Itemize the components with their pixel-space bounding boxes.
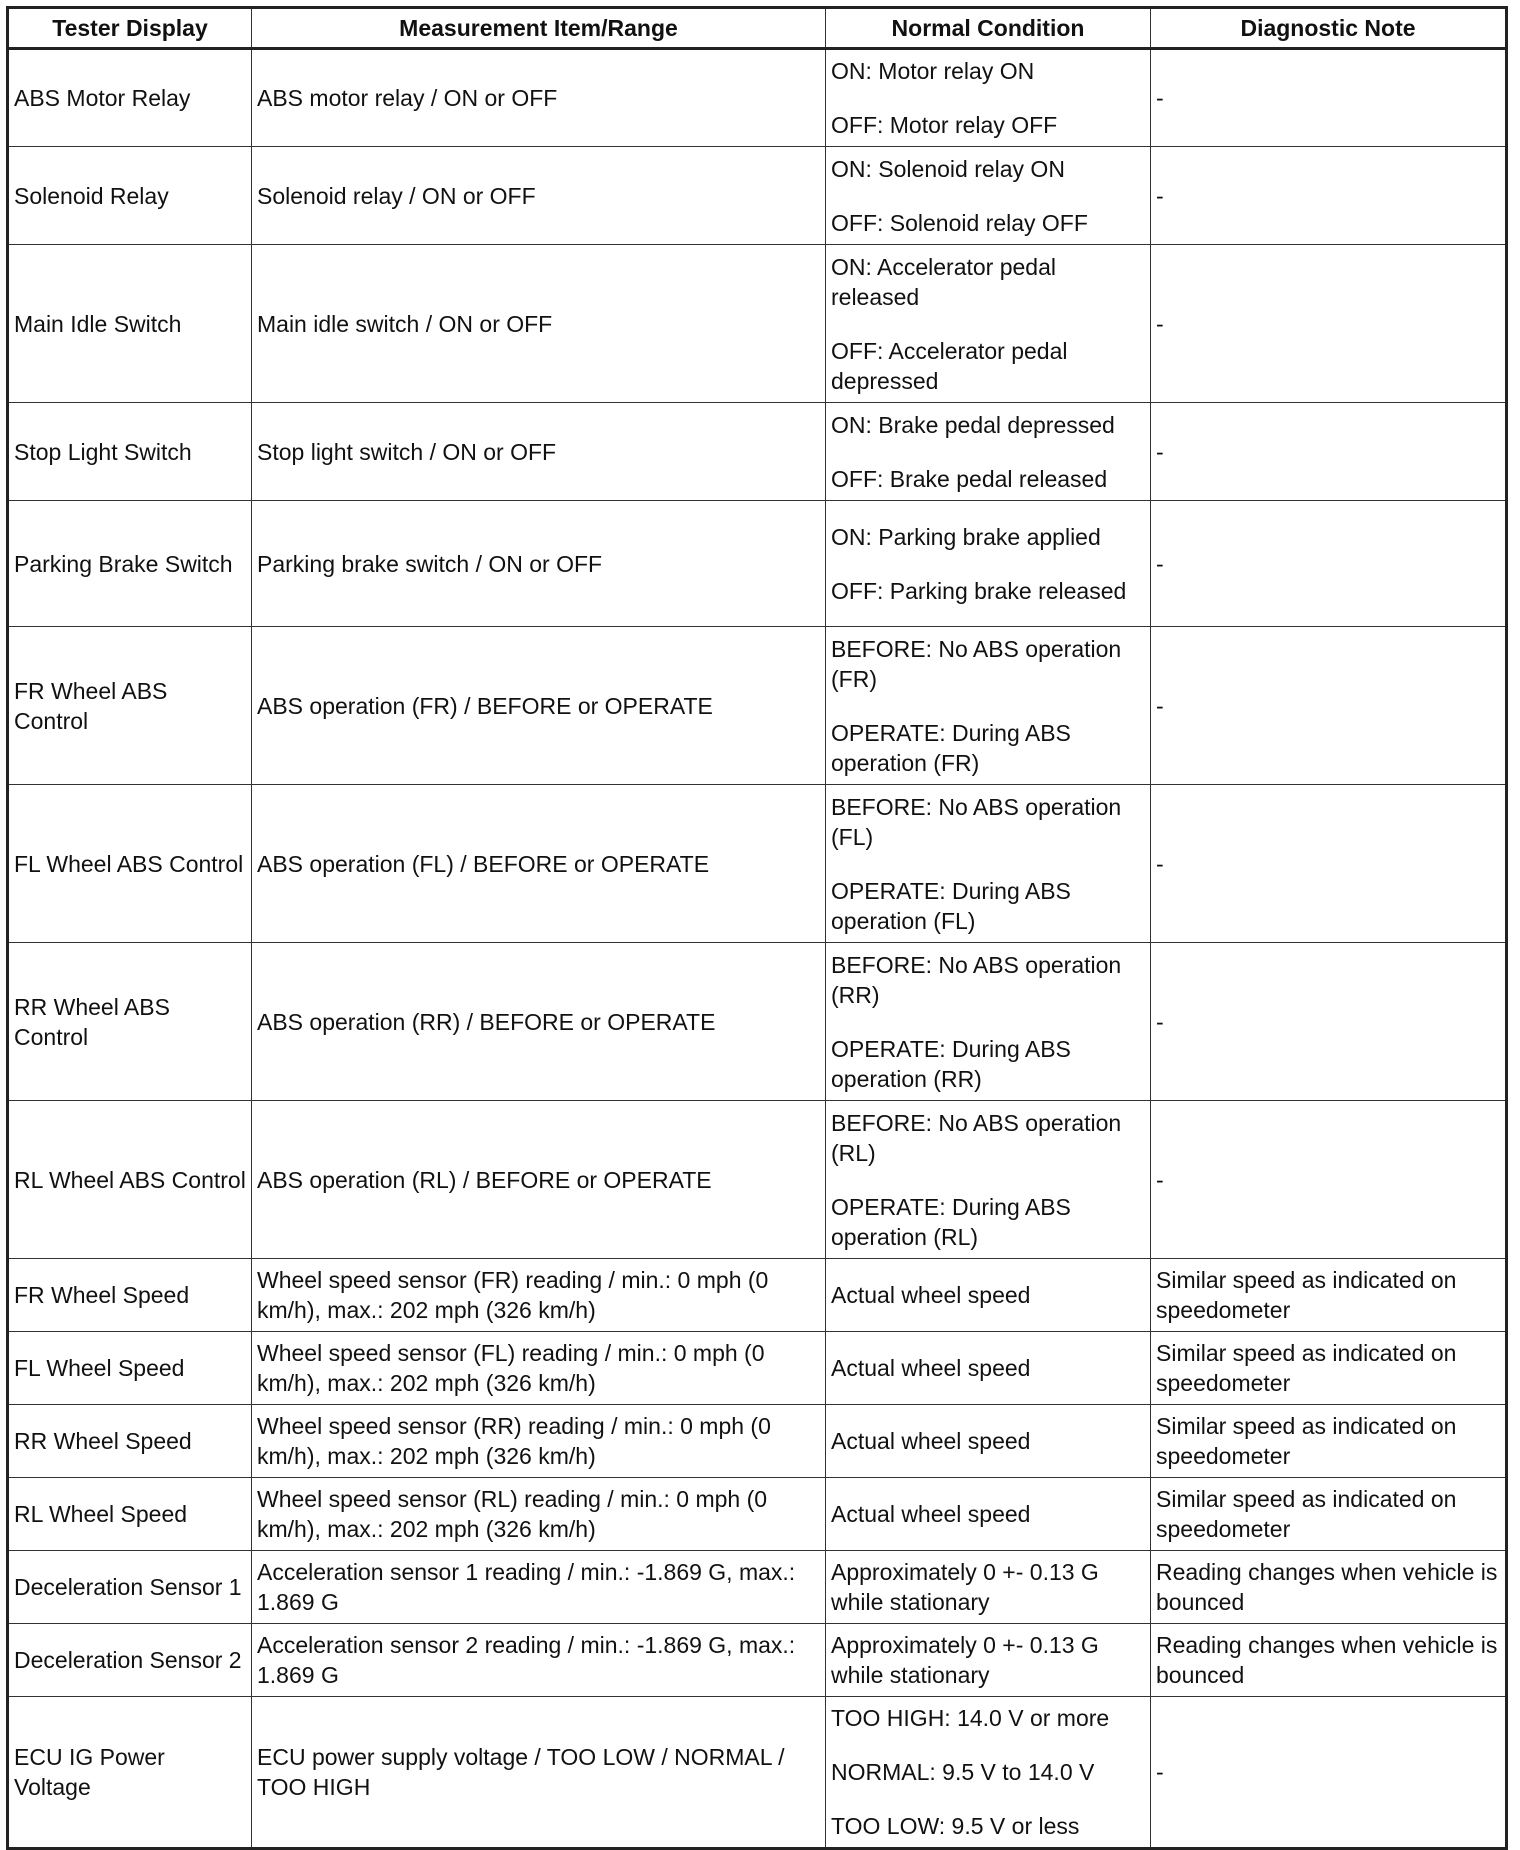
cell-measurement-item: ABS operation (FL) / BEFORE or OPERATE	[252, 785, 826, 943]
cell-normal-condition	[826, 403, 1151, 501]
cell-measurement-item: Acceleration sensor 1 reading / min.: -1.869 G, max.: 1.869 G	[252, 1551, 826, 1624]
cell-diagnostic-note: -	[1151, 501, 1507, 627]
condition-line: OFF: Motor relay OFF	[831, 112, 1058, 138]
condition-line: Approximately 0 +- 0.13 G while stationary	[831, 1559, 1099, 1615]
cell-normal-condition	[826, 147, 1151, 245]
table-row	[8, 1259, 1507, 1332]
cell-diagnostic-note: Reading changes when vehicle is bounced	[1151, 1551, 1507, 1624]
cell-diagnostic-note: Similar speed as indicated on speedometer	[1151, 1478, 1507, 1551]
condition-line: OFF: Solenoid relay OFF	[831, 209, 1088, 236]
condition-line: TOO LOW: 9.5 V or less	[831, 1813, 1080, 1839]
condition-line: OPERATE: During ABS operation (FL)	[831, 877, 1071, 934]
cell-tester-display: Deceleration Sensor 2	[8, 1624, 252, 1697]
cell-diagnostic-note: Similar speed as indicated on speedometer	[1151, 1332, 1507, 1405]
table-row	[8, 1101, 1507, 1259]
cell-diagnostic-note: -	[1151, 245, 1507, 403]
cell-normal-condition	[826, 1697, 1151, 1849]
cell-normal-condition	[826, 1332, 1151, 1405]
cell-measurement-item: Solenoid relay / ON or OFF	[252, 147, 826, 245]
condition-line: Actual wheel speed	[831, 1501, 1031, 1527]
cell-tester-display: RR Wheel ABS Control	[8, 943, 252, 1101]
cell-diagnostic-note: -	[1151, 627, 1507, 785]
cell-tester-display: RL Wheel ABS Control	[8, 1101, 252, 1259]
condition-line: OPERATE: During ABS operation (RL)	[831, 1193, 1071, 1250]
table-row	[8, 627, 1507, 785]
cell-diagnostic-note: -	[1151, 49, 1507, 147]
cell-tester-display: Parking Brake Switch	[8, 501, 252, 627]
cell-tester-display: Stop Light Switch	[8, 403, 252, 501]
diagnostic-data-table	[6, 6, 1508, 1850]
condition-line: BEFORE: No ABS operation (RL)	[831, 1109, 1122, 1166]
table-row	[8, 1697, 1507, 1849]
condition-line: TOO HIGH: 14.0 V or more	[831, 1705, 1110, 1731]
table-row	[8, 785, 1507, 943]
table-row	[8, 403, 1507, 501]
cell-diagnostic-note: -	[1151, 1697, 1507, 1849]
cell-tester-display: FL Wheel ABS Control	[8, 785, 252, 943]
cell-diagnostic-note: Similar speed as indicated on speedometer	[1151, 1259, 1507, 1332]
header-measurement-item: Measurement Item/Range	[252, 8, 826, 49]
table-row	[8, 1624, 1507, 1697]
header-normal-condition: Normal Condition	[826, 8, 1151, 49]
cell-measurement-item: ECU power supply voltage / TOO LOW / NORMAL / TOO HIGH	[252, 1697, 826, 1849]
cell-tester-display: Solenoid Relay	[8, 147, 252, 245]
condition-line: OFF: Accelerator pedal depressed	[831, 337, 1068, 394]
cell-normal-condition	[826, 1478, 1151, 1551]
cell-diagnostic-note: Reading changes when vehicle is bounced	[1151, 1624, 1507, 1697]
condition-line: Approximately 0 +- 0.13 G while stationary	[831, 1632, 1099, 1688]
cell-measurement-item: Main idle switch / ON or OFF	[252, 245, 826, 403]
cell-tester-display: FL Wheel Speed	[8, 1332, 252, 1405]
cell-measurement-item: Parking brake switch / ON or OFF	[252, 501, 826, 627]
cell-measurement-item: Wheel speed sensor (FR) reading / min.: 0 mph (0 km/h), max.: 202 mph (326 km/h)	[252, 1259, 826, 1332]
cell-tester-display: Deceleration Sensor 1	[8, 1551, 252, 1624]
cell-diagnostic-note: -	[1151, 147, 1507, 245]
condition-line: BEFORE: No ABS operation (FR)	[831, 635, 1122, 692]
cell-normal-condition	[826, 1259, 1151, 1332]
cell-tester-display: ABS Motor Relay	[8, 49, 252, 147]
table-row	[8, 245, 1507, 403]
header-diagnostic-note: Diagnostic Note	[1151, 8, 1507, 49]
cell-normal-condition	[826, 943, 1151, 1101]
cell-normal-condition	[826, 501, 1151, 627]
condition-line: OFF: Parking brake released	[831, 577, 1127, 604]
header-tester-display: Tester Display	[8, 8, 252, 49]
cell-tester-display: RR Wheel Speed	[8, 1405, 252, 1478]
table-header-row	[8, 8, 1507, 49]
condition-line: OPERATE: During ABS operation (FR)	[831, 719, 1071, 776]
cell-tester-display: FR Wheel ABS Control	[8, 627, 252, 785]
condition-line: Actual wheel speed	[831, 1355, 1031, 1381]
table-row	[8, 1405, 1507, 1478]
cell-normal-condition	[826, 785, 1151, 943]
condition-line: OPERATE: During ABS operation (RR)	[831, 1035, 1071, 1092]
condition-line: ON: Motor relay ON	[831, 58, 1035, 84]
cell-measurement-item: ABS operation (FR) / BEFORE or OPERATE	[252, 627, 826, 785]
condition-line: BEFORE: No ABS operation (RR)	[831, 951, 1122, 1008]
cell-measurement-item: ABS operation (RL) / BEFORE or OPERATE	[252, 1101, 826, 1259]
cell-measurement-item: Wheel speed sensor (FL) reading / min.: 0 mph (0 km/h), max.: 202 mph (326 km/h)	[252, 1332, 826, 1405]
cell-normal-condition	[826, 627, 1151, 785]
cell-normal-condition	[826, 1551, 1151, 1624]
cell-measurement-item: Wheel speed sensor (RL) reading / min.: 0 mph (0 km/h), max.: 202 mph (326 km/h)	[252, 1478, 826, 1551]
table-row	[8, 1551, 1507, 1624]
cell-normal-condition	[826, 1624, 1151, 1697]
condition-line: ON: Accelerator pedal released	[831, 253, 1057, 310]
condition-line: ON: Solenoid relay ON	[831, 155, 1065, 182]
diagnostic-table-container	[6, 6, 1505, 1838]
cell-normal-condition	[826, 1405, 1151, 1478]
cell-measurement-item: Acceleration sensor 2 reading / min.: -1.869 G, max.: 1.869 G	[252, 1624, 826, 1697]
condition-line: ON: Parking brake applied	[831, 523, 1101, 550]
cell-measurement-item: Wheel speed sensor (RR) reading / min.: 0 mph (0 km/h), max.: 202 mph (326 km/h)	[252, 1405, 826, 1478]
cell-diagnostic-note: -	[1151, 1101, 1507, 1259]
cell-measurement-item: Stop light switch / ON or OFF	[252, 403, 826, 501]
cell-tester-display: FR Wheel Speed	[8, 1259, 252, 1332]
table-row	[8, 943, 1507, 1101]
table-body	[8, 49, 1507, 1849]
cell-measurement-item: ABS operation (RR) / BEFORE or OPERATE	[252, 943, 826, 1101]
cell-normal-condition	[826, 49, 1151, 147]
condition-line: OFF: Brake pedal released	[831, 465, 1108, 492]
condition-line: BEFORE: No ABS operation (FL)	[831, 793, 1122, 850]
cell-tester-display: ECU IG Power Voltage	[8, 1697, 252, 1849]
cell-measurement-item: ABS motor relay / ON or OFF	[252, 49, 826, 147]
condition-line: Actual wheel speed	[831, 1428, 1031, 1454]
table-row	[8, 1332, 1507, 1405]
table-row	[8, 147, 1507, 245]
condition-line: NORMAL: 9.5 V to 14.0 V	[831, 1759, 1095, 1785]
cell-tester-display: Main Idle Switch	[8, 245, 252, 403]
table-row	[8, 49, 1507, 147]
condition-line: ON: Brake pedal depressed	[831, 411, 1115, 438]
table-row	[8, 501, 1507, 627]
cell-normal-condition	[826, 245, 1151, 403]
table-row	[8, 1478, 1507, 1551]
cell-diagnostic-note: -	[1151, 403, 1507, 501]
cell-diagnostic-note: Similar speed as indicated on speedometer	[1151, 1405, 1507, 1478]
condition-line: Actual wheel speed	[831, 1282, 1031, 1308]
cell-tester-display: RL Wheel Speed	[8, 1478, 252, 1551]
cell-diagnostic-note: -	[1151, 943, 1507, 1101]
cell-normal-condition	[826, 1101, 1151, 1259]
cell-diagnostic-note: -	[1151, 785, 1507, 943]
